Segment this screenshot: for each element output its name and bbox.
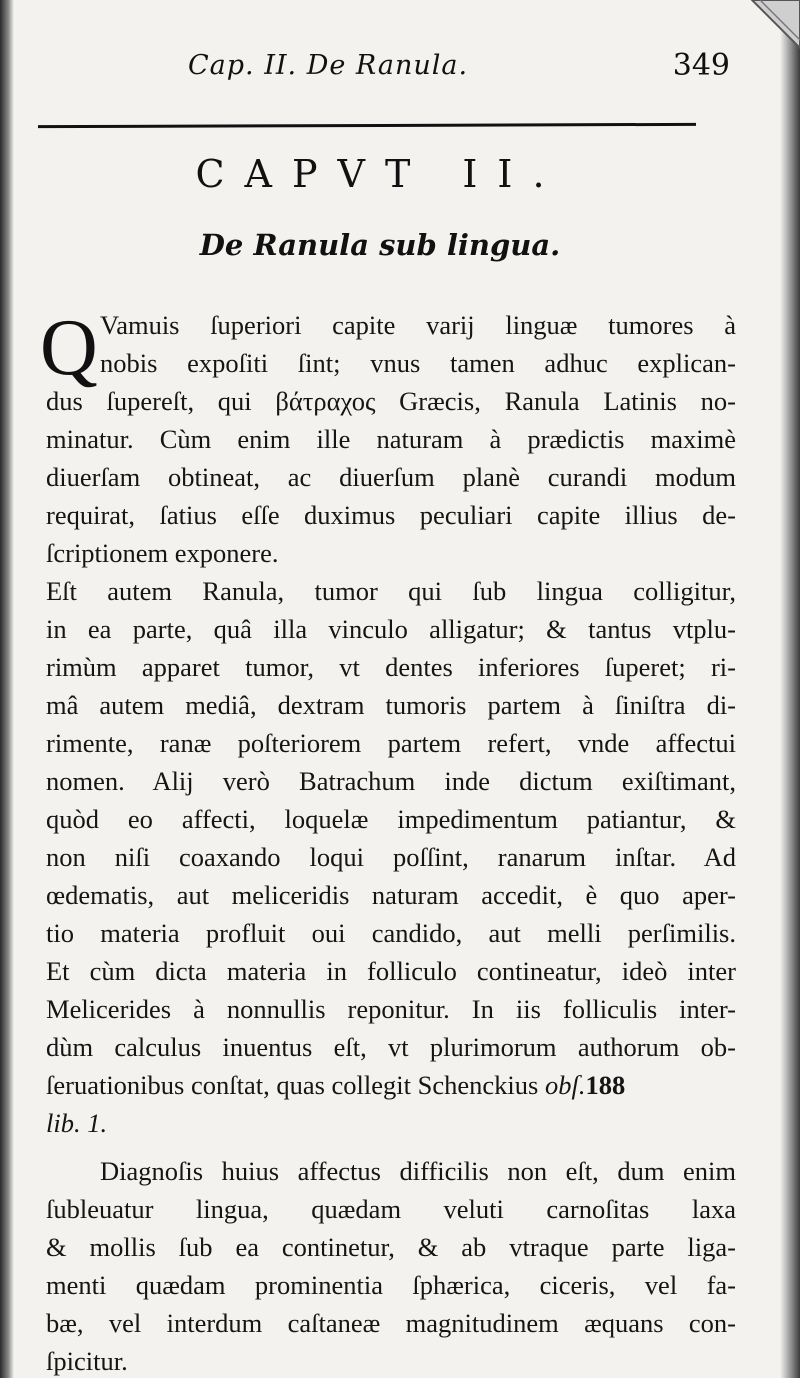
text-line: rimente, ranæ poſteriorem partem refert, vnde affectui (46, 728, 736, 758)
running-head (60, 44, 730, 94)
handwritten-annotation: 188 (585, 1070, 626, 1100)
text-line: tio materia profluit oui candido, aut melli perſimilis. (46, 918, 736, 948)
text-line: ſcriptionem exponere. (46, 538, 279, 568)
header-rule (38, 123, 696, 128)
text-line: nomen. Alij verò Batrachum inde dictum exiſtimant, (46, 766, 736, 796)
text-line: dus ſupereſt, qui βάτραχος Græcis, Ranula Latinis no- (46, 386, 736, 416)
text-line: ſpicitur. (46, 1346, 128, 1376)
page-corner-fold (730, 0, 800, 60)
text-line: Et cùm dicta materia in folliculo contineatur, ideò inter (46, 956, 736, 986)
text-line: nobis expoſiti ſint; vnus tamen adhuc explican- (100, 348, 736, 378)
text-line: Melicerides à nonnullis reponitur. In iis folliculis inter- (46, 994, 736, 1024)
chapter-subtitle: De Ranula sub lingua. (199, 228, 561, 262)
paragraph-3 (46, 1152, 736, 1378)
text-line (46, 1066, 736, 1104)
text-line: minatur. Cùm enim ille naturam à prædictis maximè (46, 424, 736, 454)
reference-continuation: lib. 1. (46, 1108, 108, 1138)
text-line: ſubleuatur lingua, quædam veluti carnoſitas laxa (46, 1194, 736, 1224)
text-line: diuerſam obtineat, ac diuerſum planè curandi modum (46, 462, 736, 492)
text-line: Vamuis ſuperiori capite varij linguæ tumores à (100, 310, 736, 340)
text-line: & mollis ſub ea continetur, & ab vtraque parte liga- (46, 1232, 736, 1262)
text-line: bæ, vel interdum caſtaneæ magnitudinem æquans con- (46, 1308, 736, 1338)
text-line: Eſt autem Ranula, tumor qui ſub lingua colligitur, (46, 576, 736, 606)
text-line: menti quædam prominentia ſphærica, ciceris, vel fa- (46, 1270, 736, 1300)
page-gutter-shadow (0, 0, 14, 1378)
page-number: 349 (672, 48, 730, 83)
text-line: Diagnoſis huius affectus difficilis non eſt, dum enim (100, 1156, 736, 1186)
drop-cap: Q (40, 304, 98, 392)
running-head-title: Cap. II. De Ranula. (188, 50, 469, 81)
text-line: rimùm apparet tumor, vt dentes inferiores ſuperet; ri- (46, 652, 736, 682)
page-edge-shadow (780, 0, 800, 1378)
text-line: quòd eo affecti, loquelæ impedimentum patiantur, & (46, 804, 736, 834)
body-text (40, 304, 736, 1378)
paragraph-1 (40, 304, 736, 572)
text-line-main: ſeruationibus conſtat, quas collegit Schenckius (46, 1070, 539, 1100)
text-line: dùm calculus inuentus eſt, vt plurimorum authorum ob- (46, 1032, 736, 1062)
text-line: requirat, ſatius eſſe duximus peculiari capite illius de- (46, 500, 736, 530)
chapter-title: CAPVT II. (195, 152, 565, 196)
text-line: œdematis, aut meliceridis naturam accedit, è quo aper- (46, 880, 736, 910)
paragraph-2 (46, 572, 736, 1142)
text-line: non niſi coaxando loqui poſſint, ranarum inſtar. Ad (46, 842, 736, 872)
reference-abbrev: obſ. (544, 1070, 586, 1100)
text-line: in ea parte, quâ illa vinculo alligatur; & tantus vtplu- (46, 614, 736, 644)
text-line: mâ autem mediâ, dextram tumoris partem à ſiniſtra di- (46, 690, 736, 720)
